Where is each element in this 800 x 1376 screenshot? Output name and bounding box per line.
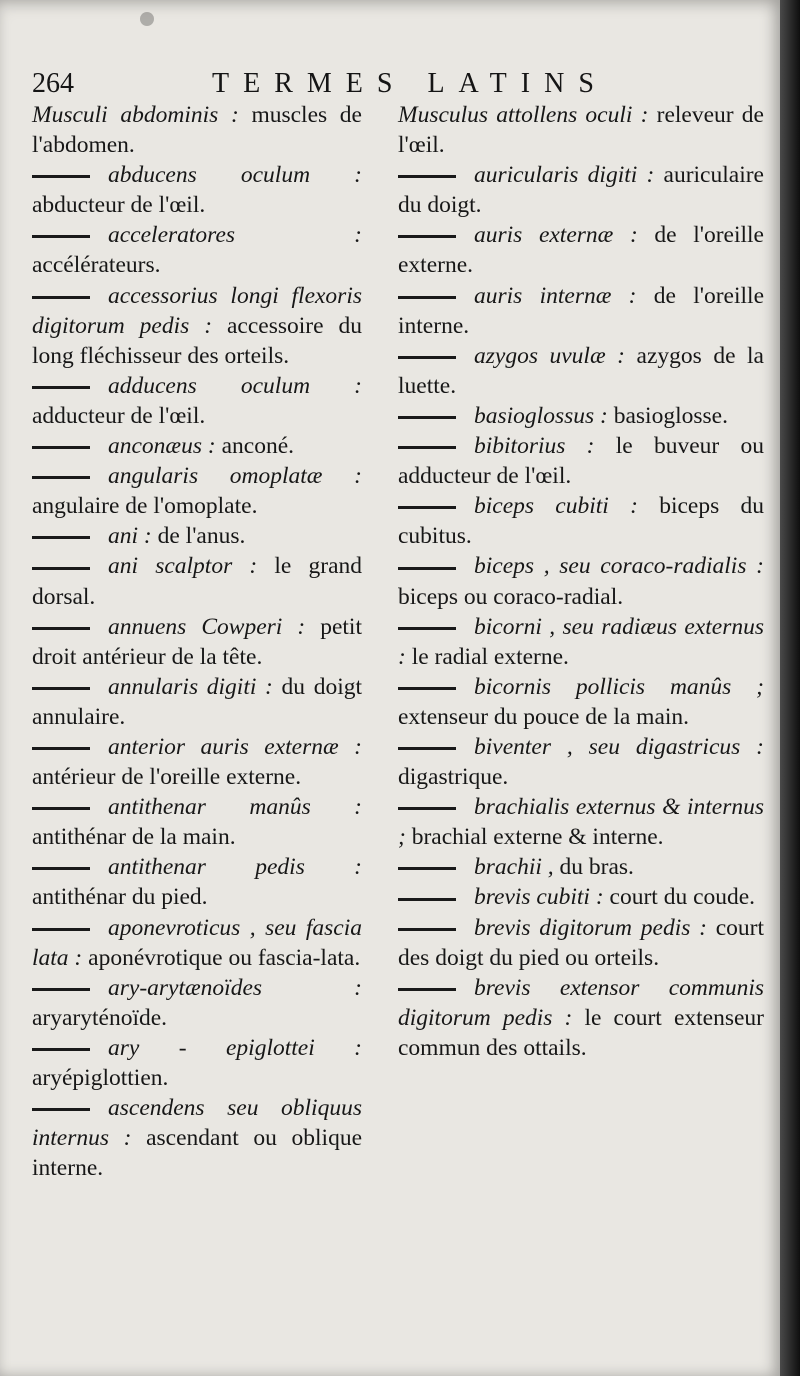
french-translation: muscles de l'abdomen.: [32, 102, 362, 159]
ditto-dash: [398, 506, 456, 509]
ditto-dash: [398, 807, 456, 810]
latin-term: acceleratores :: [108, 222, 362, 249]
french-translation: petit droit antérieur de la tête.: [32, 613, 362, 670]
latin-term: ary - epiglottei :: [108, 1034, 362, 1061]
ditto-dash: [32, 867, 90, 870]
french-translation: le buveur ou adducteur de l'œil.: [398, 433, 765, 490]
dictionary-entry: [32, 100, 362, 160]
ditto-dash: [32, 567, 90, 570]
dictionary-entry: [32, 672, 362, 732]
french-translation: aryépiglottien.: [32, 1065, 169, 1091]
french-translation: auriculaire du doigt.: [398, 162, 764, 219]
ditto-dash: [398, 687, 456, 690]
latin-term: aponevroticus , seu fascia lata :: [32, 914, 362, 971]
french-translation: du bras.: [553, 854, 634, 881]
dictionary-entry: [32, 220, 362, 280]
dictionary-entry: [32, 521, 362, 551]
dictionary-entry: [398, 973, 764, 1063]
dictionary-entry: [32, 973, 362, 1033]
latin-term: bicorni , seu radiæus externus :: [398, 613, 764, 670]
ditto-dash: [398, 416, 456, 419]
dictionary-entry: [398, 220, 764, 280]
french-translation: le grand dorsal.: [32, 553, 363, 610]
ditto-dash: [398, 567, 456, 570]
ditto-dash: [32, 928, 90, 931]
ditto-dash: [398, 627, 456, 630]
ditto-dash: [32, 386, 90, 389]
french-translation: extenseur du pouce de la main.: [398, 703, 690, 730]
french-translation: antithénar du pied.: [32, 884, 208, 911]
french-translation: le radial externe.: [405, 643, 569, 670]
ditto-dash: [32, 747, 90, 750]
ditto-dash: [32, 175, 90, 178]
latin-term: anconæus :: [108, 433, 216, 460]
french-translation: biceps du cubitus.: [398, 493, 764, 550]
french-translation: antithénar de la main.: [32, 824, 236, 851]
french-translation: accélérateurs.: [32, 252, 161, 279]
latin-term: auris internæ :: [474, 282, 637, 309]
french-translation: court du coude.: [603, 884, 756, 911]
latin-term: brevis extensor communis digitorum pedis :: [398, 974, 764, 1031]
dictionary-entry: [32, 1093, 362, 1183]
dictionary-entry: [32, 913, 362, 973]
latin-term: basioglossus :: [474, 402, 608, 429]
dictionary-entry: [398, 913, 764, 973]
dictionary-entry: [398, 852, 764, 882]
dictionary-entry: [32, 1033, 362, 1093]
latin-term: ascendens seu obliquus internus :: [32, 1095, 362, 1152]
dictionary-entry: [32, 461, 362, 521]
latin-term: Musculus attollens oculi :: [398, 102, 649, 128]
dictionary-entry: [32, 551, 362, 611]
latin-term: bicornis pollicis manûs ;: [474, 673, 764, 700]
french-translation: adducteur de l'œil.: [32, 402, 206, 429]
dictionary-entry: [398, 100, 764, 160]
ditto-dash: [398, 867, 456, 870]
dictionary-entry: [398, 431, 764, 491]
page-edge-shadow: [780, 0, 800, 1376]
french-translation: antérieur de l'oreille externe.: [32, 764, 302, 791]
page-number: 264: [32, 68, 74, 99]
french-translation: de l'oreille externe.: [398, 222, 764, 279]
dictionary-entry: [398, 612, 764, 672]
latin-term: brachii ,: [474, 854, 554, 881]
french-translation: ascendant ou oblique interne.: [32, 1125, 362, 1182]
latin-term: auricularis digiti :: [474, 162, 655, 189]
page-blemish: [140, 12, 154, 26]
ditto-dash: [398, 235, 456, 238]
right-column: [398, 100, 764, 1063]
dictionary-entry: [398, 281, 764, 341]
latin-term: brevis digitorum pedis :: [474, 914, 707, 941]
dictionary-entry: [32, 732, 362, 792]
latin-term: antithenar manûs :: [108, 794, 362, 821]
ditto-dash: [32, 1048, 90, 1051]
page-header: [32, 64, 772, 104]
latin-term: anterior auris externæ :: [108, 733, 362, 760]
dictionary-entry: [32, 431, 362, 461]
french-translation: releveur de l'œil.: [398, 102, 764, 159]
ditto-dash: [32, 235, 90, 238]
ditto-dash: [398, 296, 456, 299]
latin-term: antithenar pedis :: [108, 854, 362, 881]
french-translation: aryaryténoïde.: [32, 1004, 168, 1031]
latin-term: annuens Cowperi :: [108, 613, 306, 640]
ditto-dash: [32, 296, 90, 299]
ditto-dash: [32, 1108, 90, 1111]
dictionary-entry: [32, 792, 362, 852]
dictionary-entry: [398, 160, 764, 220]
latin-term: azygos uvulæ :: [474, 342, 625, 369]
dictionary-entry: [398, 551, 764, 611]
ditto-dash: [32, 536, 90, 539]
latin-term: bibitorius :: [474, 433, 595, 460]
ditto-dash: [398, 446, 456, 449]
dictionary-entry: [32, 160, 362, 220]
french-translation: le court extenseur commun des ottails.: [398, 1004, 764, 1061]
ditto-dash: [32, 446, 90, 449]
latin-term: Musculi abdominis :: [32, 102, 239, 128]
latin-term: annularis digiti :: [108, 673, 273, 700]
latin-term: biventer , seu digastricus :: [474, 733, 764, 760]
french-translation: de l'anus.: [151, 523, 246, 550]
ditto-dash: [398, 175, 456, 178]
ditto-dash: [398, 928, 456, 931]
french-translation: accessoire du long fléchisseur des orteils.: [32, 312, 362, 369]
french-translation: du doigt annulaire.: [32, 673, 363, 730]
ditto-dash: [398, 988, 456, 991]
latin-term: ani scalptor :: [108, 553, 258, 580]
dictionary-entry: [32, 852, 362, 912]
ditto-dash: [32, 988, 90, 991]
dictionary-entry: [398, 732, 764, 792]
french-translation: de l'oreille interne.: [398, 282, 764, 339]
latin-term: auris externæ :: [474, 222, 638, 249]
latin-term: brachialis externus & internus ;: [398, 794, 764, 851]
dictionary-entry: [398, 672, 764, 732]
ditto-dash: [32, 476, 90, 479]
dictionary-entry: [32, 281, 362, 371]
french-translation: court des doigt du pied ou orteils.: [398, 914, 764, 971]
latin-term: biceps cubiti :: [474, 493, 638, 520]
dictionary-entry: [32, 612, 362, 672]
latin-term: abducens oculum :: [108, 162, 362, 189]
french-translation: abducteur de l'œil.: [32, 192, 206, 219]
ditto-dash: [398, 747, 456, 750]
latin-term: angularis omoplatæ :: [108, 463, 362, 490]
french-translation: brachial externe & interne.: [405, 824, 664, 851]
french-translation: aponévrotique ou fascia-lata.: [82, 944, 361, 971]
ditto-dash: [398, 898, 456, 901]
latin-term: brevis cubiti :: [474, 884, 604, 911]
latin-term: ani :: [108, 523, 152, 550]
ditto-dash: [32, 807, 90, 810]
ditto-dash: [32, 687, 90, 690]
dictionary-entry: [398, 401, 764, 431]
running-title: TERMES LATINS: [212, 68, 608, 99]
latin-term: biceps , seu coraco-radialis :: [474, 553, 764, 580]
latin-term: adducens oculum :: [108, 372, 362, 399]
dictionary-entry: [398, 341, 764, 401]
french-translation: anconé.: [215, 433, 294, 460]
french-translation: basioglosse.: [607, 402, 728, 429]
french-translation: biceps ou coraco-radial.: [398, 583, 624, 610]
dictionary-entry: [32, 371, 362, 431]
ditto-dash: [32, 627, 90, 630]
dictionary-entry: [398, 882, 764, 912]
latin-term: accessorius longi flexoris digitorum pedis :: [32, 282, 362, 339]
french-translation: angulaire de l'omoplate.: [32, 493, 258, 520]
dictionary-entry: [398, 491, 764, 551]
french-translation: azygos de la luette.: [398, 342, 764, 399]
dictionary-entry: [398, 792, 764, 852]
latin-term: ary-arytænoïdes :: [108, 974, 362, 1001]
left-column: [32, 100, 362, 1183]
ditto-dash: [398, 356, 456, 359]
french-translation: digastrique.: [398, 764, 509, 791]
